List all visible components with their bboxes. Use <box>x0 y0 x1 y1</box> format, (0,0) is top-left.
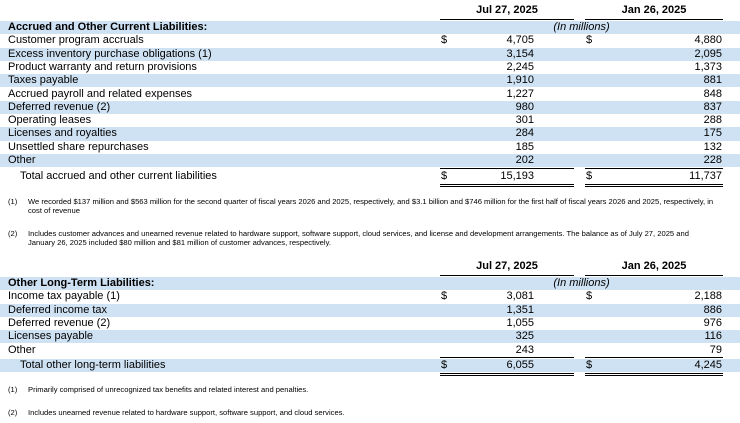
currency-symbol: $ <box>586 290 593 303</box>
table-row <box>0 344 740 357</box>
value-jul-2025: 301 <box>515 114 534 127</box>
col2-header-rule <box>585 19 723 20</box>
col2-header: Jan 26, 2025 <box>621 260 687 272</box>
value-jan-2025: 132 <box>703 140 722 153</box>
row-label: Other <box>8 154 36 166</box>
col1-header-rule <box>440 275 574 276</box>
table-row <box>0 304 740 317</box>
row-label: Deferred revenue (2) <box>8 316 111 329</box>
col1-total-rule-a <box>440 373 574 374</box>
table-row <box>0 127 740 140</box>
footnote-text: Primarily comprised of unrecognized tax benefits and related interest and penalties. <box>28 385 309 394</box>
currency-symbol: $ <box>441 290 448 303</box>
col2-subtotal-rule <box>585 168 723 169</box>
value-jan-2025: 837 <box>703 100 722 113</box>
currency-symbol: $ <box>441 170 448 182</box>
value-jan-2025: 2,095 <box>694 47 722 60</box>
currency-symbol: $ <box>586 359 593 371</box>
table-row <box>0 290 740 303</box>
value-jul-2025: 1,227 <box>506 87 534 100</box>
section-title: Other Long-Term Liabilities: <box>8 277 155 289</box>
row-label: Operating leases <box>8 114 92 127</box>
row-label: Deferred income tax <box>8 303 108 316</box>
section-title: Accrued and Other Current Liabilities: <box>8 21 208 33</box>
col1-total-rule-b <box>440 375 574 376</box>
row-label: Other <box>8 343 36 356</box>
value-jan-2025: 1,373 <box>694 60 722 73</box>
table-row <box>0 74 740 87</box>
section-header-row <box>0 21 740 34</box>
footnote-text: Includes unearned revenue related to hardware support, software support, and cloud services. <box>28 408 345 417</box>
col1-header-rule <box>440 19 574 20</box>
value-jan-2025: 2,188 <box>694 290 722 303</box>
row-label: Customer program accruals <box>8 34 144 47</box>
value-jul-2025: 243 <box>515 343 534 356</box>
currency-symbol: $ <box>586 34 593 47</box>
total-jan-2025: 11,737 <box>689 170 722 182</box>
value-jul-2025: 284 <box>515 127 534 140</box>
row-label: Income tax payable (1) <box>8 290 120 303</box>
footnote-number: (2) <box>8 229 18 238</box>
row-label: Taxes payable <box>8 74 79 87</box>
footnote-text: Includes customer advances and unearned revenue related to hardware support, software support, cloud services, and license and development arrangements. The balance as of July 27, 2025 and January 26, 2025 included $80 million and $81 million of customer advances, respectively. <box>28 229 689 247</box>
col2-total-rule-a <box>585 373 723 374</box>
value-jan-2025: 175 <box>703 127 722 140</box>
table-row <box>0 88 740 101</box>
table-row <box>0 330 740 343</box>
row-label: Accrued payroll and related expenses <box>8 87 193 100</box>
table-row <box>0 48 740 61</box>
total-row <box>0 359 740 372</box>
units-label: (In millions) <box>553 21 610 33</box>
value-jul-2025: 980 <box>515 100 534 113</box>
value-jan-2025: 848 <box>703 87 722 100</box>
row-label: Unsettled share repurchases <box>8 140 149 153</box>
row-label: Product warranty and return provisions <box>8 60 197 73</box>
row-label: Deferred revenue (2) <box>8 100 111 113</box>
footnote-text: We recorded $137 million and $563 million for the second quarter of fiscal years 2026 and 2025, respectively, and $3.1 billion and $746 million for the first half of fiscal years 2026 and 2025, respectively, in cost of revenue <box>28 197 714 215</box>
value-jan-2025: 976 <box>703 316 722 329</box>
value-jan-2025: 228 <box>703 154 722 166</box>
value-jul-2025: 325 <box>515 330 534 343</box>
value-jan-2025: 116 <box>704 330 722 343</box>
table-row <box>0 114 740 127</box>
value-jul-2025: 3,154 <box>506 47 534 60</box>
total-jul-2025: 15,193 <box>500 170 534 182</box>
value-jan-2025: 886 <box>703 303 722 316</box>
value-jul-2025: 185 <box>515 140 534 153</box>
section-header-row <box>0 277 740 290</box>
col1-subtotal-rule <box>440 357 574 358</box>
value-jul-2025: 2,245 <box>506 60 534 73</box>
value-jan-2025: 881 <box>703 74 722 87</box>
table-row <box>0 34 740 47</box>
table-row <box>0 141 740 154</box>
col2-total-rule-b <box>585 375 723 376</box>
value-jan-2025: 79 <box>709 343 722 356</box>
col1-total-rule-b <box>440 186 574 187</box>
footnote-number: (1) <box>8 385 18 394</box>
units-label: (In millions) <box>553 277 610 289</box>
total-label: Total accrued and other current liabilities <box>20 170 217 182</box>
table-row <box>0 61 740 74</box>
table-row <box>0 317 740 330</box>
row-label: Excess inventory purchase obligations (1) <box>8 47 212 60</box>
value-jan-2025: 288 <box>703 114 722 127</box>
table-row <box>0 101 740 114</box>
total-label: Total other long-term liabilities <box>20 359 166 371</box>
row-label: Licenses payable <box>8 330 94 343</box>
currency-symbol: $ <box>441 34 448 47</box>
col1-subtotal-rule <box>440 168 574 169</box>
value-jul-2025: 3,081 <box>506 290 534 303</box>
footnote-number: (1) <box>8 197 18 206</box>
footnote-number: (2) <box>8 408 18 417</box>
value-jul-2025: 4,705 <box>506 34 534 47</box>
value-jul-2025: 1,910 <box>506 74 534 87</box>
total-row <box>0 170 740 183</box>
col2-header: Jan 26, 2025 <box>621 4 687 16</box>
col2-subtotal-rule <box>585 357 723 358</box>
total-jul-2025: 6,055 <box>506 359 534 371</box>
col1-header: Jul 27, 2025 <box>476 4 538 16</box>
value-jan-2025: 4,880 <box>694 34 722 47</box>
value-jul-2025: 1,351 <box>506 303 534 316</box>
col1-header: Jul 27, 2025 <box>476 260 538 272</box>
table-row <box>0 154 740 167</box>
value-jul-2025: 1,055 <box>506 316 534 329</box>
col2-total-rule-a <box>585 184 723 185</box>
col2-header-rule <box>585 275 723 276</box>
value-jul-2025: 202 <box>515 154 534 166</box>
row-label: Licenses and royalties <box>8 127 117 140</box>
col1-total-rule-a <box>440 184 574 185</box>
col2-total-rule-b <box>585 186 723 187</box>
total-jan-2025: 4,245 <box>694 359 722 371</box>
currency-symbol: $ <box>586 170 593 182</box>
currency-symbol: $ <box>441 359 448 371</box>
